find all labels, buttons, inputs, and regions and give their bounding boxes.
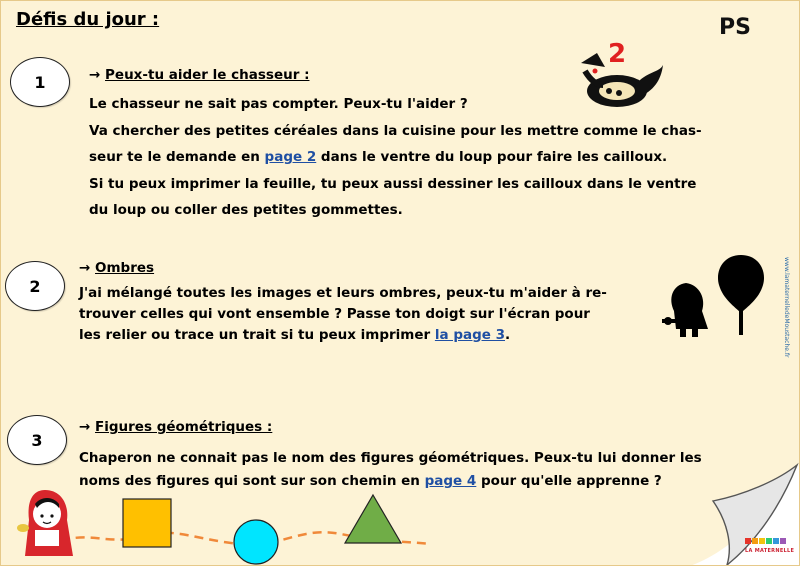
tree-shadow-icon — [713, 251, 773, 336]
challenge-1-line-3-end: dans le ventre du loup pour faire les cailloux. — [316, 149, 668, 165]
page-title: Défis du jour : — [16, 9, 160, 30]
green-triangle-icon — [343, 493, 403, 545]
cyan-circle-icon — [232, 518, 280, 566]
challenge-1-line-3 — [89, 144, 702, 171]
challenge-3-heading — [79, 419, 272, 435]
challenge-1-line-3-start: seur te le demande en — [89, 149, 265, 165]
challenge-2-text — [79, 283, 607, 346]
challenge-2-line-1: J'ai mélangé toutes les images et leurs ombres, peux-tu m'aider à re- — [79, 285, 607, 301]
challenge-3-line-2-end: pour qu'elle apprenne ? — [476, 473, 662, 489]
page-4-link[interactable]: page 4 — [424, 473, 477, 489]
challenge-1-line-2: Va chercher des petites céréales dans la cuisine pour les mettre comme le chas- — [89, 122, 702, 139]
challenge-1-number — [10, 57, 70, 107]
challenge-2-number — [5, 261, 65, 311]
challenge-1-line-1: Le chasseur ne sait pas compter. Peux-tu l'aider ? — [89, 96, 468, 112]
challenge-2-line-3 — [79, 325, 607, 346]
maternelle-logo — [745, 538, 786, 544]
arrow-icon: → — [79, 260, 91, 276]
challenge-2-line-2: trouver celles qui vont ensemble ? Passe ton doigt sur l'écran pour — [79, 306, 590, 322]
arrow-icon: → — [89, 67, 101, 83]
challenge-1-number-text: 1 — [34, 72, 46, 92]
level-label: PS — [719, 15, 751, 40]
challenge-1-title: Peux-tu aider le chasseur : — [105, 67, 310, 83]
page-3-link[interactable]: la page 3 — [434, 327, 506, 343]
challenge-2-number-text: 2 — [29, 276, 41, 296]
challenge-3-line-1: Chaperon ne connait pas le nom des figures géométriques. Peux-tu lui donner les — [79, 450, 702, 466]
wolf-number: 2 — [608, 39, 627, 69]
challenge-2-heading — [79, 260, 154, 276]
challenge-3-title: Figures géométriques : — [95, 419, 273, 435]
challenge-3-line-2-start: noms des figures qui sont sur son chemin en — [79, 473, 425, 489]
challenge-1-line-5: du loup ou coller des petites gommettes. — [89, 202, 403, 218]
challenge-3-number-text: 3 — [31, 430, 43, 450]
challenge-3-number — [7, 415, 67, 465]
red-riding-hood-shadow-icon — [656, 279, 716, 339]
challenge-2-line-3-end: . — [505, 327, 511, 343]
red-riding-hood-icon — [15, 486, 80, 566]
challenge-1-line-4: Si tu peux imprimer la feuille, tu peux aussi dessiner les cailloux dans le ventre — [89, 175, 697, 192]
maternelle-logo-text: LA MATERNELLE — [745, 548, 795, 554]
challenge-1-heading — [89, 67, 309, 83]
challenge-2-title: Ombres — [95, 260, 155, 276]
challenge-2-line-3-start: les relier ou trace un trait si tu peux imprimer — [79, 327, 435, 343]
yellow-square-icon — [121, 497, 173, 549]
arrow-icon: → — [79, 419, 91, 435]
page-2-link[interactable]: page 2 — [264, 149, 317, 165]
website-credit: www.lamaternelledeMoustache.fr — [783, 257, 790, 358]
